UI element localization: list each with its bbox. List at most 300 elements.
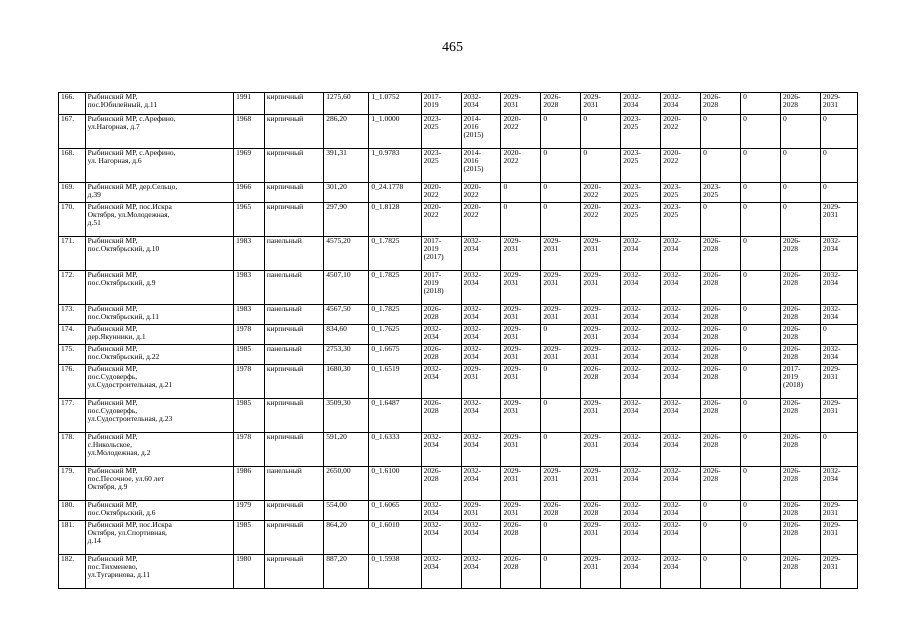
table-cell: 2029- 2031: [581, 271, 621, 305]
table-cell: 2032- 2034: [621, 501, 661, 521]
table-cell: 834,60: [324, 325, 369, 345]
table-cell: 2026- 2028: [781, 271, 821, 305]
table-cell: 2029- 2031: [820, 399, 857, 433]
table-cell: 0: [741, 149, 781, 183]
table-cell: 2032- 2034: [461, 325, 501, 345]
address-cell: Рыбинский МР, с.Никольское, ул.Молодежная, д.2: [85, 433, 234, 467]
table-cell: 1983: [234, 305, 265, 325]
table-cell: 2032- 2034: [421, 433, 461, 467]
table-cell: 2026- 2028: [781, 345, 821, 365]
table-cell: 2032- 2034: [661, 521, 701, 555]
table-cell: 2026- 2028: [781, 305, 821, 325]
address-cell: Рыбинский МР, пос.Октябрьский, д.9: [85, 271, 234, 305]
table-cell: 2029- 2031: [581, 433, 621, 467]
row-number-cell: 176.: [59, 365, 86, 399]
table-cell: 0_1.7625: [369, 325, 421, 345]
table-cell: 1978: [234, 365, 265, 399]
table-cell: 0_1.6065: [369, 501, 421, 521]
table-cell: 2029- 2031: [541, 467, 581, 501]
table-cell: 2032- 2034: [621, 467, 661, 501]
table-cell: 2032- 2034: [621, 521, 661, 555]
table-cell: 1978: [234, 325, 265, 345]
table-body: [59, 93, 858, 589]
table-cell: кирпичный: [264, 115, 323, 149]
table-cell: 0: [541, 365, 581, 399]
table-cell: кирпичный: [264, 521, 323, 555]
table-cell: 2029- 2031: [501, 325, 541, 345]
table-cell: 0: [701, 149, 741, 183]
address-cell: Рыбинский МР, пос.Судоверфь, ул.Судостроительная, д.23: [85, 399, 234, 433]
table-cell: 0: [741, 183, 781, 203]
table-cell: 2017- 2019 (2018): [421, 271, 461, 305]
table-cell: 2026- 2028: [581, 365, 621, 399]
table-cell: 2023- 2025: [621, 115, 661, 149]
table-cell: 2026- 2028: [701, 93, 741, 115]
table-cell: кирпичный: [264, 149, 323, 183]
table-cell: 2020- 2022: [461, 183, 501, 203]
table-cell: 2032- 2034: [421, 521, 461, 555]
table-cell: панельный: [264, 467, 323, 501]
table-cell: 554,00: [324, 501, 369, 521]
table-cell: 2032- 2034: [661, 399, 701, 433]
table-cell: 2026- 2028: [701, 467, 741, 501]
table-cell: 0: [741, 237, 781, 271]
table-cell: 1983: [234, 271, 265, 305]
table-cell: 2023- 2025: [621, 203, 661, 237]
table-cell: панельный: [264, 345, 323, 365]
table-cell: 2026- 2028: [421, 467, 461, 501]
address-cell: Рыбинский МР, пос.Судоверфь, ул.Судостроительная, д.21: [85, 365, 234, 399]
table-cell: кирпичный: [264, 501, 323, 521]
table-cell: 2026- 2028: [781, 399, 821, 433]
table-cell: 2032- 2034: [661, 93, 701, 115]
table-cell: 2029- 2031: [581, 345, 621, 365]
table-cell: 2032- 2034: [621, 237, 661, 271]
table-cell: 2026- 2028: [701, 305, 741, 325]
table-cell: 0_1.5938: [369, 555, 421, 589]
table-cell: 2032- 2034: [461, 305, 501, 325]
table-cell: 2029- 2031: [501, 237, 541, 271]
row-number-cell: 172.: [59, 271, 86, 305]
table-cell: 2032- 2034: [820, 237, 857, 271]
table-row: [59, 467, 858, 501]
table-cell: 0: [541, 203, 581, 237]
table-cell: 2020- 2022: [461, 203, 501, 237]
table-cell: 2017- 2019 (2018): [781, 365, 821, 399]
table-cell: кирпичный: [264, 555, 323, 589]
table-cell: 2029- 2031: [820, 501, 857, 521]
table-cell: 0: [741, 467, 781, 501]
table-cell: 2029- 2031: [461, 501, 501, 521]
table-cell: 2650,00: [324, 467, 369, 501]
table-cell: 2020- 2022: [501, 149, 541, 183]
table-cell: 0: [781, 149, 821, 183]
address-cell: Рыбинский МР, с.Арефино, ул. Нагорная, д.6: [85, 149, 234, 183]
table-cell: 0_1.6487: [369, 399, 421, 433]
row-number-cell: 170.: [59, 203, 86, 237]
table-cell: 591,20: [324, 433, 369, 467]
table-cell: 297,90: [324, 203, 369, 237]
table-cell: 1965: [234, 203, 265, 237]
table-cell: 2029- 2031: [820, 521, 857, 555]
table-cell: 2029- 2031: [541, 237, 581, 271]
table-cell: 2026- 2028: [781, 237, 821, 271]
table-cell: 2032- 2034: [621, 555, 661, 589]
table-cell: панельный: [264, 237, 323, 271]
table-cell: 0_1.6675: [369, 345, 421, 365]
row-number-cell: 168.: [59, 149, 86, 183]
table-cell: 0: [541, 183, 581, 203]
table-cell: 0_1.7825: [369, 271, 421, 305]
table-cell: 2026- 2028: [781, 521, 821, 555]
table-cell: 2026- 2028: [781, 501, 821, 521]
table-cell: 286,20: [324, 115, 369, 149]
table-cell: 2032- 2034: [461, 555, 501, 589]
table-cell: 0: [741, 345, 781, 365]
row-number-cell: 182.: [59, 555, 86, 589]
row-number-cell: 178.: [59, 433, 86, 467]
table-cell: 2020- 2022: [501, 115, 541, 149]
table-cell: 864,20: [324, 521, 369, 555]
table-cell: 2032- 2034: [621, 325, 661, 345]
table-cell: 0: [781, 203, 821, 237]
table-cell: 0: [541, 555, 581, 589]
table-cell: 0_1.6010: [369, 521, 421, 555]
table-cell: 1983: [234, 237, 265, 271]
table-cell: 2029- 2031: [501, 467, 541, 501]
table-cell: 2023- 2025: [421, 149, 461, 183]
table-row: [59, 203, 858, 237]
table-row: [59, 365, 858, 399]
table-cell: 0: [820, 183, 857, 203]
table-cell: 0: [741, 365, 781, 399]
row-number-cell: 166.: [59, 93, 86, 115]
table-cell: 2023- 2025: [621, 149, 661, 183]
table-cell: 0: [820, 433, 857, 467]
table-cell: 2020- 2022: [661, 115, 701, 149]
row-number-cell: 174.: [59, 325, 86, 345]
table-cell: 0: [741, 433, 781, 467]
table-cell: 0: [741, 555, 781, 589]
table-cell: 2029- 2031: [501, 271, 541, 305]
table-cell: панельный: [264, 271, 323, 305]
address-cell: Рыбинский МР, пос.Октябрьский, д.22: [85, 345, 234, 365]
table-cell: 2014- 2016 (2015): [461, 115, 501, 149]
table-cell: 2032- 2034: [661, 237, 701, 271]
table-row: [59, 93, 858, 115]
table-cell: 0_1.7825: [369, 237, 421, 271]
row-number-cell: 173.: [59, 305, 86, 325]
table-cell: 2032- 2034: [661, 467, 701, 501]
table-cell: 2032- 2034: [461, 237, 501, 271]
table-cell: 0: [741, 501, 781, 521]
table-cell: 2023- 2025: [661, 183, 701, 203]
table-cell: 1_1.0752: [369, 93, 421, 115]
table-cell: 2032- 2034: [461, 467, 501, 501]
table-row: [59, 237, 858, 271]
table-cell: 2029- 2031: [501, 93, 541, 115]
table-cell: 2753,30: [324, 345, 369, 365]
table-cell: 0: [501, 203, 541, 237]
table-cell: 301,20: [324, 183, 369, 203]
table-cell: 0: [501, 183, 541, 203]
table-cell: 0: [541, 115, 581, 149]
table-cell: кирпичный: [264, 183, 323, 203]
table-cell: 2032- 2034: [621, 399, 661, 433]
table-cell: 2026- 2028: [701, 433, 741, 467]
table-cell: 1986: [234, 467, 265, 501]
table-cell: 2032- 2034: [661, 433, 701, 467]
table-row: [59, 149, 858, 183]
table-cell: 2023- 2025: [661, 203, 701, 237]
table-cell: 2032- 2034: [820, 467, 857, 501]
table-cell: 0: [541, 149, 581, 183]
table-cell: 2032- 2034: [621, 93, 661, 115]
table-cell: 2032- 2034: [661, 345, 701, 365]
table-cell: 2029- 2031: [501, 365, 541, 399]
table-cell: 2029- 2031: [461, 365, 501, 399]
table-cell: кирпичный: [264, 203, 323, 237]
table-cell: 2026- 2028: [421, 399, 461, 433]
table-cell: 0: [581, 115, 621, 149]
table-cell: 1980: [234, 555, 265, 589]
table-cell: 2026- 2028: [781, 93, 821, 115]
table-cell: 2029- 2031: [581, 521, 621, 555]
table-cell: 0: [701, 203, 741, 237]
table-cell: 0: [581, 149, 621, 183]
table-cell: 0: [781, 183, 821, 203]
table-cell: 2029- 2031: [820, 203, 857, 237]
table-cell: 2029- 2031: [581, 93, 621, 115]
table-cell: 2026- 2028: [781, 467, 821, 501]
row-number-cell: 169.: [59, 183, 86, 203]
table-cell: 2026- 2028: [701, 325, 741, 345]
table-cell: 2032- 2034: [461, 433, 501, 467]
row-number-cell: 179.: [59, 467, 86, 501]
table-cell: 0_1.6333: [369, 433, 421, 467]
table-cell: 2029- 2031: [501, 501, 541, 521]
table-row: [59, 115, 858, 149]
table-cell: 2029- 2031: [820, 555, 857, 589]
table-cell: 2029- 2031: [541, 345, 581, 365]
table-cell: 0: [741, 271, 781, 305]
table-cell: 0: [541, 521, 581, 555]
table-cell: 2026- 2028: [701, 399, 741, 433]
table-cell: 4507,10: [324, 271, 369, 305]
table-row: [59, 271, 858, 305]
table-cell: 2029- 2031: [581, 399, 621, 433]
table-cell: 2026- 2028: [421, 305, 461, 325]
table-row: [59, 345, 858, 365]
table-cell: 2032- 2034: [661, 555, 701, 589]
table-cell: 4567,50: [324, 305, 369, 325]
address-cell: Рыбинский МР, пос.Песочное, ул.60 лет Октября, д.9: [85, 467, 234, 501]
table-cell: 2029- 2031: [820, 93, 857, 115]
table-cell: 0_1.7825: [369, 305, 421, 325]
table-cell: 2029- 2031: [501, 345, 541, 365]
table-cell: 2026- 2028: [541, 501, 581, 521]
table-cell: 1985: [234, 521, 265, 555]
table-cell: 2029- 2031: [581, 305, 621, 325]
table-cell: 2032- 2034: [421, 501, 461, 521]
table-cell: 0_1.6519: [369, 365, 421, 399]
table-cell: 2032- 2034: [461, 93, 501, 115]
table-cell: 2026- 2028: [421, 345, 461, 365]
table-cell: 2020- 2022: [661, 149, 701, 183]
table-row: [59, 183, 858, 203]
table-cell: 2020- 2022: [581, 203, 621, 237]
table-cell: 2026- 2028: [781, 555, 821, 589]
table-cell: кирпичный: [264, 325, 323, 345]
table-cell: 2017- 2019 (2017): [421, 237, 461, 271]
table-row: [59, 399, 858, 433]
table-cell: 2026- 2028: [581, 501, 621, 521]
table-cell: 2029- 2031: [581, 237, 621, 271]
table-row: [59, 305, 858, 325]
table-cell: 0: [541, 399, 581, 433]
table-cell: 0: [741, 115, 781, 149]
row-number-cell: 167.: [59, 115, 86, 149]
table-cell: 0_1.6100: [369, 467, 421, 501]
address-cell: Рыбинский МР, с.Арефино, ул.Нагорная, д.7: [85, 115, 234, 149]
table-cell: 2032- 2034: [461, 271, 501, 305]
table-cell: 2029- 2031: [581, 555, 621, 589]
table-cell: 1275,60: [324, 93, 369, 115]
table-cell: 2032- 2034: [661, 305, 701, 325]
table-cell: 2029- 2031: [820, 365, 857, 399]
table-cell: 1_0.9783: [369, 149, 421, 183]
table-cell: 2026- 2028: [701, 365, 741, 399]
table-cell: 2032- 2034: [461, 521, 501, 555]
table-cell: 2029- 2031: [581, 325, 621, 345]
row-number-cell: 181.: [59, 521, 86, 555]
table-cell: 1985: [234, 345, 265, 365]
table-cell: 0: [741, 521, 781, 555]
table-cell: 0: [541, 325, 581, 345]
table-cell: 2032- 2034: [461, 345, 501, 365]
table-cell: 1969: [234, 149, 265, 183]
table-cell: 0: [701, 521, 741, 555]
table-cell: 0: [820, 149, 857, 183]
table-cell: 2032- 2034: [661, 271, 701, 305]
table-cell: 2029- 2031: [501, 305, 541, 325]
table-cell: 0: [820, 115, 857, 149]
table-cell: 2026- 2028: [781, 325, 821, 345]
table-cell: 1680,30: [324, 365, 369, 399]
table-cell: панельный: [264, 305, 323, 325]
address-cell: Рыбинский МР, пос.Искра Октября, ул.Спортивная, д.14: [85, 521, 234, 555]
table-cell: 0: [820, 325, 857, 345]
table-cell: 1966: [234, 183, 265, 203]
table-cell: 0: [741, 93, 781, 115]
address-cell: Рыбинский МР, пос.Искра Октября, ул.Молодежная, д.51: [85, 203, 234, 237]
table-cell: 2026- 2028: [541, 93, 581, 115]
table-cell: 4575,20: [324, 237, 369, 271]
table-cell: 2020- 2022: [581, 183, 621, 203]
table-cell: 2032- 2034: [421, 325, 461, 345]
table-cell: 2023- 2025: [701, 183, 741, 203]
table-cell: 2029- 2031: [501, 433, 541, 467]
table-row: [59, 433, 858, 467]
table-cell: 0: [741, 325, 781, 345]
table-cell: 2029- 2031: [541, 271, 581, 305]
table-cell: 0: [741, 203, 781, 237]
page-number: 465: [442, 40, 463, 55]
table-cell: 2017- 2019: [421, 93, 461, 115]
row-number-cell: 175.: [59, 345, 86, 365]
table-cell: 1979: [234, 501, 265, 521]
repair-schedule-table: [58, 92, 858, 589]
table-cell: 0_1.8128: [369, 203, 421, 237]
table-cell: 1991: [234, 93, 265, 115]
table-cell: 1968: [234, 115, 265, 149]
table-cell: 2029- 2031: [581, 467, 621, 501]
table-cell: 391,31: [324, 149, 369, 183]
table-cell: 2032- 2034: [661, 365, 701, 399]
table-cell: 2032- 2034: [820, 345, 857, 365]
table-cell: 2023- 2025: [421, 115, 461, 149]
table-cell: 2029- 2031: [501, 399, 541, 433]
address-cell: Рыбинский МР, дер.Сельцо, д.39: [85, 183, 234, 203]
address-cell: Рыбинский МР, дер.Якунники, д.1: [85, 325, 234, 345]
table-row: [59, 521, 858, 555]
table-cell: 887,20: [324, 555, 369, 589]
table-cell: 0: [541, 433, 581, 467]
table-cell: 2029- 2031: [541, 305, 581, 325]
table-cell: 2032- 2034: [421, 555, 461, 589]
table-cell: 2020- 2022: [421, 183, 461, 203]
table-cell: 2026- 2028: [781, 433, 821, 467]
table-cell: 2026- 2028: [501, 521, 541, 555]
table-cell: 2032- 2034: [621, 345, 661, 365]
table-cell: 3509,30: [324, 399, 369, 433]
table-cell: 2032- 2034: [621, 365, 661, 399]
address-cell: Рыбинский МР, пос.Октябрьский, д.6: [85, 501, 234, 521]
table-cell: 2032- 2034: [661, 501, 701, 521]
table-cell: 2032- 2034: [621, 433, 661, 467]
table-cell: 2026- 2028: [501, 555, 541, 589]
table-cell: 2026- 2028: [701, 345, 741, 365]
address-cell: Рыбинский МР, пос.Октябрьский, д.11: [85, 305, 234, 325]
table-cell: 2032- 2034: [621, 271, 661, 305]
address-cell: Рыбинский МР, пос.Тихменево, ул.Тугаринова, д.11: [85, 555, 234, 589]
row-number-cell: 171.: [59, 237, 86, 271]
row-number-cell: 180.: [59, 501, 86, 521]
table-cell: 2032- 2034: [421, 365, 461, 399]
table-cell: кирпичный: [264, 433, 323, 467]
table-cell: 2032- 2034: [820, 271, 857, 305]
table-row: [59, 325, 858, 345]
row-number-cell: 177.: [59, 399, 86, 433]
table-row: [59, 501, 858, 521]
table-cell: 2032- 2034: [661, 325, 701, 345]
table-cell: 2032- 2034: [461, 399, 501, 433]
table-cell: 0: [741, 399, 781, 433]
table-cell: кирпичный: [264, 399, 323, 433]
table-cell: 2032- 2034: [621, 305, 661, 325]
table-cell: кирпичный: [264, 93, 323, 115]
table-cell: 2026- 2028: [701, 271, 741, 305]
table-cell: 1978: [234, 433, 265, 467]
address-cell: Рыбинский МР, пос.Октябрьский, д.10: [85, 237, 234, 271]
table-cell: 0_24.1778: [369, 183, 421, 203]
address-cell: Рыбинский МР, пос.Юбилейный, д.11: [85, 93, 234, 115]
table-cell: 1985: [234, 399, 265, 433]
table-cell: 2023- 2025: [621, 183, 661, 203]
table-cell: 2032- 2034: [820, 305, 857, 325]
table-cell: 0: [701, 555, 741, 589]
table-cell: 1_1.0000: [369, 115, 421, 149]
